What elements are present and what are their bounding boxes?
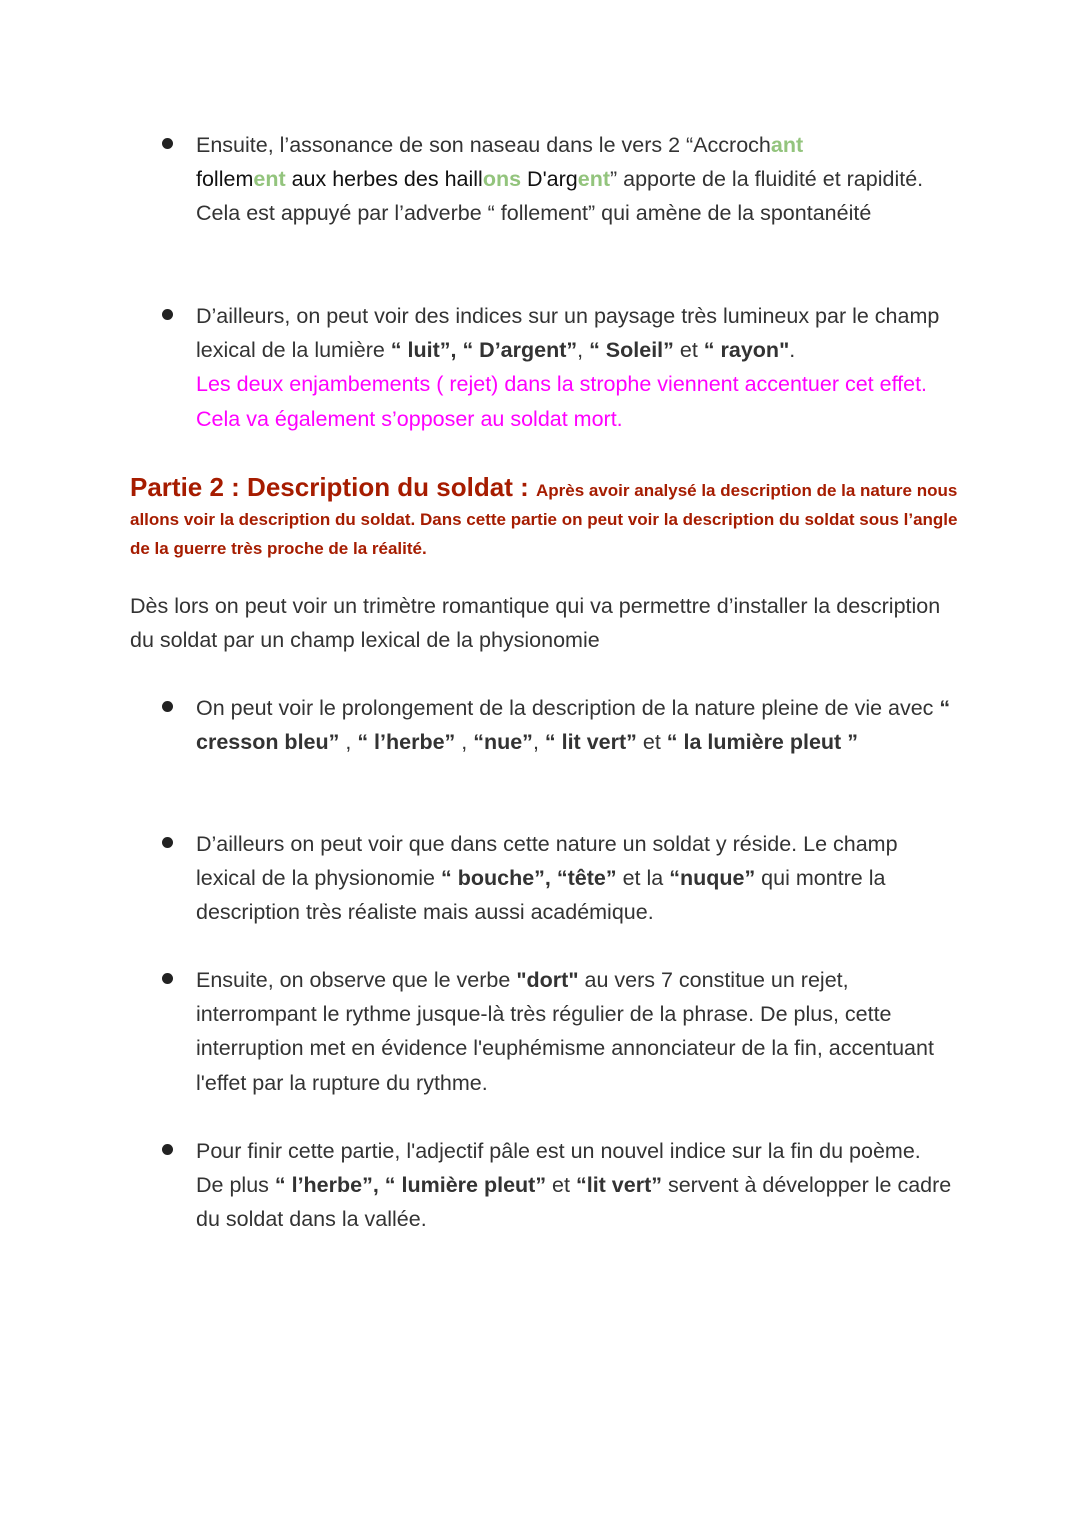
heading-intro: Après avoir analysé la description de la nature nous allons voir la description du soldat. Dans cette partie on peut voir la description du soldat sous l’angle de la guerre très proche de la réalité. [130,481,958,558]
bullet-dot-icon [162,837,173,848]
bullet-text: Ensuite, l’assonance de son naseau dans le vers 2 “Accrochant follement aux herbes des haillons D'argent” apporte de la fluidité et rapidité. Cela est appuyé par l’adverbe “ follement” qui amène de la spontanéité [196,133,924,226]
bullet-physionomie [162,827,952,930]
bullet-lumiere [162,299,952,436]
bullet-text: D’ailleurs, on peut voir des indices sur un paysage très lumineux par le champ lexical de la lumière “ luit”, “ D’argent”, “ Soleil” et “ rayon". Les deux enjambements ( rejet) dans la strophe viennent accentuer cet effet. Cela va également s’opposer au soldat mort. [196,304,940,431]
heading-title: Partie 2 : Description du soldat : [130,472,536,502]
section-heading [130,472,960,563]
bullet-dot-icon [162,1144,173,1155]
bullet-dot-icon [162,701,173,712]
bullet-text: Ensuite, on observe que le verbe "dort" au vers 7 constitue un rejet, interrompant le rythme jusque-là très régulier de la phrase. De plus, cette interruption met en évidence l'euphémisme annonciateur de la fin, accentuant l'effet par la rupture du rythme. [196,968,934,1095]
bullet-rejet [162,963,952,1100]
bullet-dot-icon [162,138,173,149]
bullet-text: On peut voir le prolongement de la description de la nature pleine de vie avec “ cresson bleu” , “ l’herbe” , “nue”, “ lit vert” et “ la lumière pleut ” [196,696,951,755]
highlight-pink-text: Les deux enjambements ( rejet) dans la strophe viennent accentuer cet effet. Cela va également s’opposer au soldat mort. [196,372,928,431]
bullet-text: D’ailleurs on peut voir que dans cette nature un soldat y réside. Le champ lexical de la physionomie “ bouche”, “tête” et la “nuque” qui montre la description très réaliste mais aussi académique. [196,832,898,925]
bullet-dot-icon [162,973,173,984]
bullet-text: Pour finir cette partie, l'adjectif pâle est un nouvel indice sur la fin du poème. De plus “ l’herbe”, “ lumière pleut” et “lit vert” servent à développer le cadre du soldat dans la vallée. [196,1139,952,1232]
bullet-conclusion [162,1134,952,1237]
bullet-assonance [162,128,952,231]
paragraph-trimetre: Dès lors on peut voir un trimètre romantique qui va permettre d’installer la description du soldat par un champ lexical de la physionomie [130,594,941,653]
bullet-nature [162,691,952,759]
bullet-dot-icon [162,309,173,320]
